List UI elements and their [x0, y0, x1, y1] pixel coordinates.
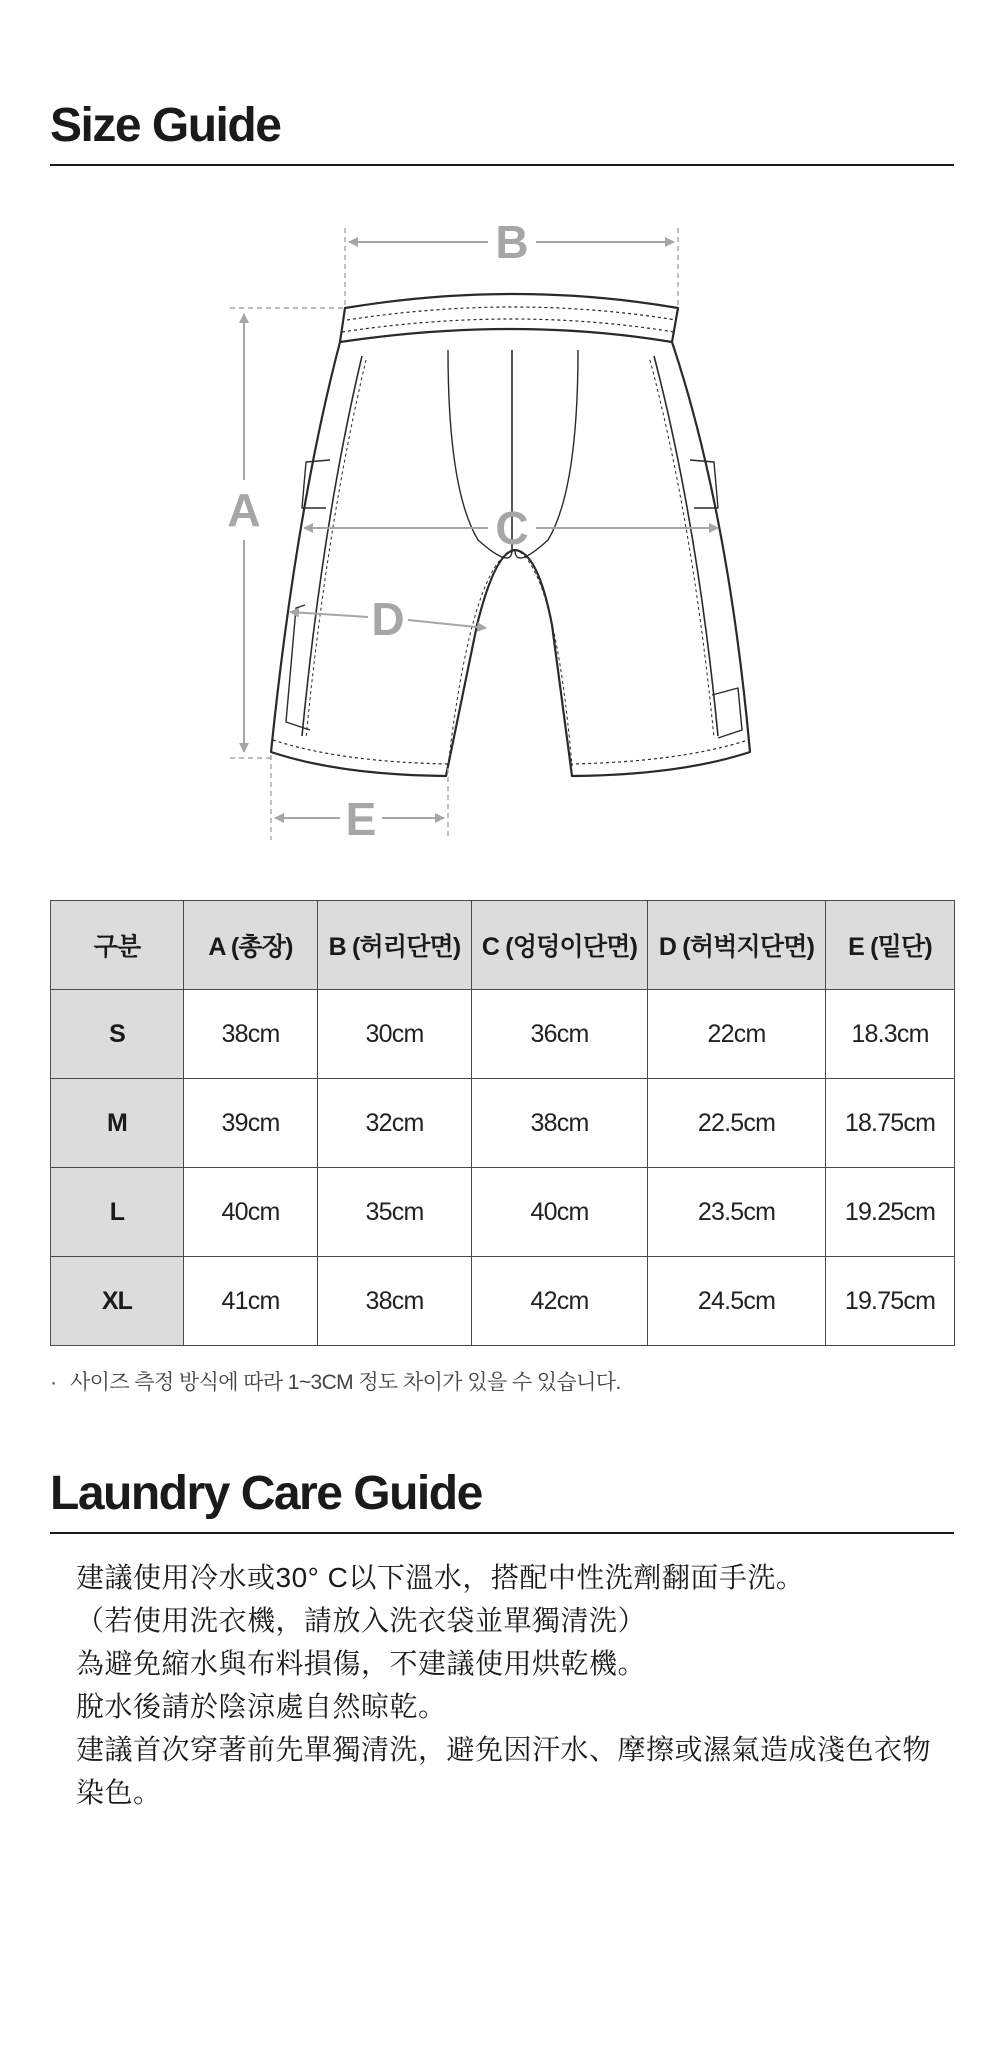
size-note	[50, 1366, 621, 1396]
table-cell: 19.75cm	[826, 1257, 955, 1346]
header-cell: C (엉덩이단면)	[472, 901, 648, 990]
table-row	[51, 1257, 955, 1346]
care-line: 建議首次穿著前先單獨清洗，避免因汗水、摩擦或濕氣造成淺色衣物	[76, 1734, 932, 1765]
header-cell: D (허벅지단면)	[648, 901, 826, 990]
table-cell: 22.5cm	[648, 1079, 826, 1168]
size-guide-title: Size Guide	[50, 99, 281, 152]
laundry-guide-divider	[50, 1532, 954, 1534]
note-bullet: ·	[50, 1371, 57, 1394]
label-e: E	[345, 793, 377, 845]
table-row	[51, 1079, 955, 1168]
header-cell: A (총장)	[184, 901, 318, 990]
label-b: B	[495, 216, 529, 268]
table-row	[51, 1168, 955, 1257]
table-header-row	[51, 901, 955, 990]
table-cell: 40cm	[472, 1168, 648, 1257]
label-d: D	[371, 593, 405, 645]
size-table	[50, 900, 955, 1346]
size-label: S	[51, 990, 184, 1079]
size-guide-divider	[50, 164, 954, 166]
care-line: 建議使用冷水或30° C以下溫水，搭配中性洗劑翻面手洗。	[76, 1562, 805, 1593]
care-instructions	[76, 1556, 936, 1814]
table-cell: 18.3cm	[826, 990, 955, 1079]
table-cell: 24.5cm	[648, 1257, 826, 1346]
header-cell: 구분	[51, 901, 184, 990]
table-cell: 32cm	[318, 1079, 472, 1168]
laundry-guide-title: Laundry Care Guide	[50, 1467, 482, 1520]
table-cell: 39cm	[184, 1079, 318, 1168]
table-cell: 38cm	[184, 990, 318, 1079]
label-a: A	[227, 484, 261, 536]
table-cell: 30cm	[318, 990, 472, 1079]
size-label: XL	[51, 1257, 184, 1346]
note-text: 사이즈 측정 방식에 따라 1~3CM 정도 차이가 있을 수 있습니다.	[70, 1371, 621, 1394]
table-cell: 41cm	[184, 1257, 318, 1346]
size-label: L	[51, 1168, 184, 1257]
table-cell: 36cm	[472, 990, 648, 1079]
care-line: 脫水後請於陰涼處自然晾乾。	[76, 1691, 447, 1722]
care-line: 為避免縮水與布料損傷，不建議使用烘乾機。	[76, 1648, 647, 1679]
table-cell: 23.5cm	[648, 1168, 826, 1257]
table-cell: 42cm	[472, 1257, 648, 1346]
table-cell: 22cm	[648, 990, 826, 1079]
header-cell: B (허리단면)	[318, 901, 472, 990]
shorts-measurement-diagram	[0, 190, 1000, 870]
care-line: （若使用洗衣機，請放入洗衣袋並單獨清洗）	[76, 1605, 647, 1636]
care-line: 染色。	[76, 1777, 162, 1808]
table-cell: 19.25cm	[826, 1168, 955, 1257]
header-cell: E (밑단)	[826, 901, 955, 990]
table-cell: 40cm	[184, 1168, 318, 1257]
table-cell: 38cm	[472, 1079, 648, 1168]
measure-line-d	[290, 612, 368, 617]
table-cell: 38cm	[318, 1257, 472, 1346]
table-row	[51, 990, 955, 1079]
label-c: C	[495, 502, 529, 554]
size-label: M	[51, 1079, 184, 1168]
table-cell: 35cm	[318, 1168, 472, 1257]
table-cell: 18.75cm	[826, 1079, 955, 1168]
